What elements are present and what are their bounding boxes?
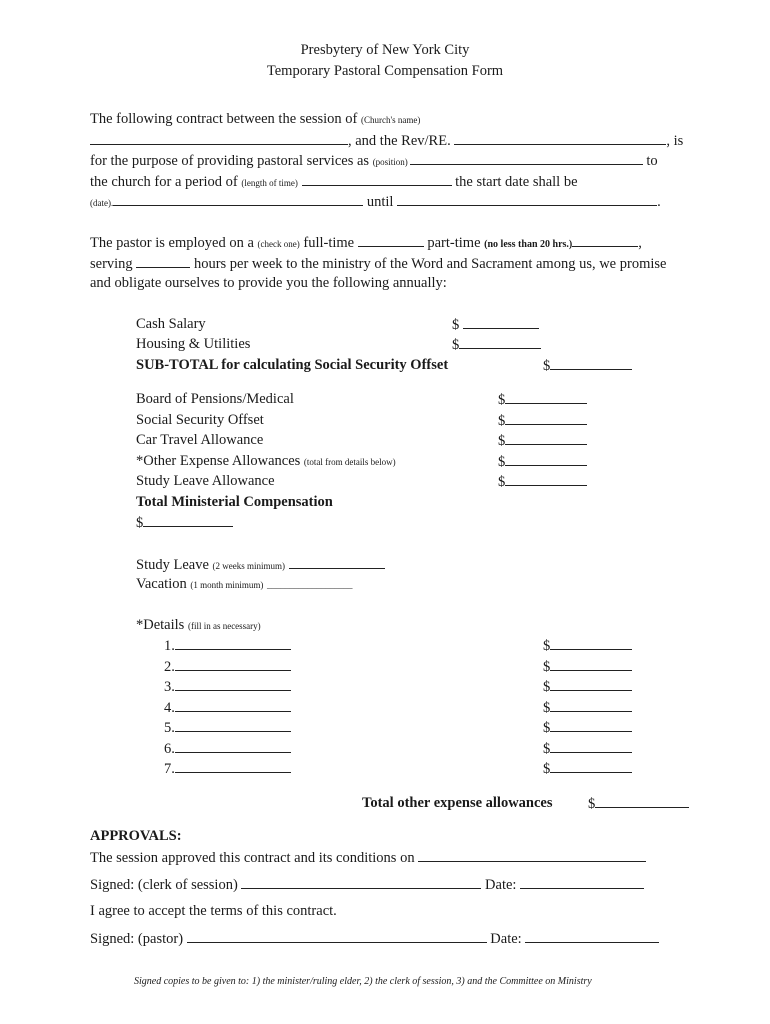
dollar-sign: $ [543, 679, 551, 695]
clerk-date-label: Date: [485, 877, 517, 893]
dollar-sign: $ [452, 317, 460, 333]
pastor-signature-field[interactable] [187, 930, 487, 943]
study-leave-field[interactable] [289, 556, 385, 569]
other-expense-amount [498, 453, 587, 471]
detail-amount [543, 719, 632, 737]
length-hint: (length of time) [241, 178, 298, 188]
dollar-sign: $ [588, 796, 596, 812]
total-other-amount [588, 795, 689, 813]
approvals-heading: APPROVALS: [90, 828, 182, 844]
dollar-sign: $ [498, 392, 506, 408]
housing-field[interactable] [459, 336, 541, 349]
pastor-date-label: Date: [490, 931, 522, 947]
total-compensation-field[interactable] [143, 514, 233, 527]
detail-amount [543, 699, 632, 717]
study-leave-hint: (2 weeks minimum) [212, 561, 286, 571]
intro-text-3-end: to [646, 153, 658, 169]
employment-text-1: The pastor is employed on a [90, 235, 254, 251]
length-field[interactable] [302, 173, 452, 186]
detail-number: 4. [164, 700, 175, 716]
employment-line-3: and obligate ourselves to provide you the following annually: [90, 275, 447, 291]
form-title: Temporary Pastoral Compensation Form [266, 63, 504, 79]
ss-offset-amount [498, 412, 587, 430]
detail-item [164, 678, 291, 696]
details-heading [136, 617, 261, 634]
start-date-field[interactable] [113, 193, 363, 206]
dollar-sign: $ [498, 454, 506, 470]
parttime-field[interactable] [572, 234, 638, 247]
details-title: *Details [136, 617, 185, 633]
parttime-note: (no less than 20 hrs.) [484, 239, 573, 250]
total-compensation-amount [136, 514, 233, 532]
fulltime-label: full-time [303, 235, 355, 251]
intro-text-3: for the purpose of providing pastoral services as [90, 153, 370, 169]
hours-field[interactable] [136, 255, 190, 268]
intro-text-2: , and the Rev/RE. [348, 133, 451, 149]
check-one-hint: (check one) [257, 239, 300, 249]
ss-offset-label: Social Security Offset [136, 412, 264, 428]
detail-item [164, 658, 291, 676]
position-field[interactable] [410, 152, 643, 165]
detail-field[interactable] [175, 637, 291, 650]
session-approval-text: The session approved this contract and its conditions on [90, 850, 415, 866]
hours-text: hours per week to the ministry of the Word and Sacrament among us, we promise [193, 256, 667, 272]
intro-line-5 [90, 193, 661, 211]
detail-field[interactable] [175, 658, 291, 671]
intro-text-2-end: , is [666, 133, 684, 149]
date-hint: (date). [90, 198, 114, 208]
approval-date-field[interactable] [418, 849, 646, 862]
dollar-sign: $ [543, 741, 551, 757]
detail-item [164, 740, 291, 758]
detail-field[interactable] [175, 719, 291, 732]
other-expense-field[interactable] [505, 453, 587, 466]
dollar-sign: $ [498, 474, 506, 490]
detail-number: 5. [164, 720, 175, 736]
church-name-hint: (Church's name) [361, 115, 421, 125]
housing-amount [452, 336, 541, 354]
study-allowance-field[interactable] [505, 473, 587, 486]
ss-offset-field[interactable] [505, 412, 587, 425]
detail-amount [543, 760, 632, 778]
church-name-field[interactable] [90, 132, 348, 145]
clerk-signature-row [90, 876, 644, 894]
car-travel-field[interactable] [505, 432, 587, 445]
agree-text: I agree to accept the terms of this contract. [90, 903, 337, 919]
detail-item [164, 760, 291, 778]
board-pensions-field[interactable] [505, 391, 587, 404]
dollar-sign: $ [498, 433, 506, 449]
org-name: Presbytery of New York City [300, 42, 470, 58]
study-allowance-amount [498, 473, 587, 491]
vacation-hint: (1 month minimum) [190, 580, 264, 590]
rev-name-field[interactable] [454, 132, 666, 145]
study-leave-row [136, 556, 385, 574]
board-pensions-label: Board of Pensions/Medical [136, 391, 294, 407]
position-hint: (position) [372, 157, 408, 167]
intro-text-5-end: . [657, 194, 661, 210]
car-travel-amount [498, 432, 587, 450]
vacation-field[interactable]: ___________________ [266, 580, 353, 590]
signed-pastor-label: Signed: (pastor) [90, 931, 184, 947]
dollar-sign: $ [543, 700, 551, 716]
total-compensation-label: Total Ministerial Compensation [136, 494, 333, 510]
fulltime-field[interactable] [358, 234, 424, 247]
detail-field[interactable] [175, 760, 291, 773]
detail-amount-field[interactable] [550, 699, 632, 712]
detail-amount-field[interactable] [550, 658, 632, 671]
detail-item [164, 637, 291, 655]
clerk-signature-field[interactable] [241, 876, 481, 889]
details-hint: (fill in as necessary) [187, 621, 261, 631]
serving-label: serving [90, 256, 133, 272]
total-other-label: Total other expense allowances [362, 795, 553, 811]
employment-line-1 [90, 234, 642, 252]
detail-field[interactable] [175, 678, 291, 691]
vacation-label: Vacation [136, 576, 187, 592]
intro-line-4 [90, 173, 578, 191]
detail-field[interactable] [175, 699, 291, 712]
until-text: until [366, 194, 394, 210]
dollar-sign: $ [498, 413, 506, 429]
dollar-sign: $ [136, 515, 144, 531]
intro-line-1 [90, 111, 420, 128]
intro-text-4-end: the start date shall be [455, 174, 578, 190]
board-pensions-amount [498, 391, 587, 409]
other-expense-label: *Other Expense Allowances [136, 453, 301, 469]
car-travel-label: Car Travel Allowance [136, 432, 264, 448]
total-other-field[interactable] [595, 795, 689, 808]
clerk-date-field[interactable] [520, 876, 644, 889]
intro-line-2 [90, 132, 683, 150]
detail-field[interactable] [175, 740, 291, 753]
housing-label: Housing & Utilities [136, 336, 251, 352]
signed-clerk-label: Signed: (clerk of session) [90, 877, 238, 893]
dollar-sign: $ [543, 761, 551, 777]
detail-amount [543, 658, 632, 676]
intro-text-1: The following contract between the session of [90, 111, 358, 127]
detail-amount-field[interactable] [550, 760, 632, 773]
cash-salary-field[interactable] [463, 316, 539, 329]
footer-note: Signed copies to be given to: 1) the minister/ruling elder, 2) the clerk of session, 3) and the Committee on Ministry [134, 976, 592, 987]
dollar-sign: $ [543, 358, 551, 374]
dollar-sign: $ [543, 720, 551, 736]
employment-comma: , [638, 235, 642, 251]
dollar-sign: $ [543, 638, 551, 654]
detail-number: 7. [164, 761, 175, 777]
subtotal-amount [543, 357, 632, 375]
other-expense-row [136, 453, 396, 470]
detail-number: 3. [164, 679, 175, 695]
detail-amount-field[interactable] [550, 678, 632, 691]
dollar-sign: $ [452, 337, 460, 353]
vacation-row [136, 576, 352, 593]
employment-line-2 [90, 255, 666, 273]
study-allowance-label: Study Leave Allowance [136, 473, 275, 489]
intro-text-4: the church for a period of [90, 174, 238, 190]
detail-amount [543, 637, 632, 655]
detail-number: 6. [164, 741, 175, 757]
pastor-signature-row [90, 930, 659, 948]
detail-amount-field[interactable] [550, 719, 632, 732]
detail-amount-field[interactable] [550, 740, 632, 753]
pastor-date-field[interactable] [525, 930, 659, 943]
detail-amount [543, 740, 632, 758]
detail-number: 2. [164, 659, 175, 675]
parttime-label: part-time [427, 235, 481, 251]
detail-amount-field[interactable] [550, 637, 632, 650]
cash-salary-label: Cash Salary [136, 316, 206, 332]
dollar-sign: $ [543, 659, 551, 675]
detail-amount [543, 678, 632, 696]
cash-salary-amount [452, 316, 539, 334]
session-approval-row [90, 849, 646, 867]
study-leave-label: Study Leave [136, 557, 209, 573]
intro-line-3 [90, 152, 658, 170]
subtotal-field[interactable] [550, 357, 632, 370]
other-expense-hint: (total from details below) [303, 457, 396, 467]
end-date-field[interactable] [397, 193, 657, 206]
detail-item [164, 719, 291, 737]
detail-item [164, 699, 291, 717]
detail-number: 1. [164, 638, 175, 654]
subtotal-label: SUB-TOTAL for calculating Social Security Offset [136, 357, 449, 373]
